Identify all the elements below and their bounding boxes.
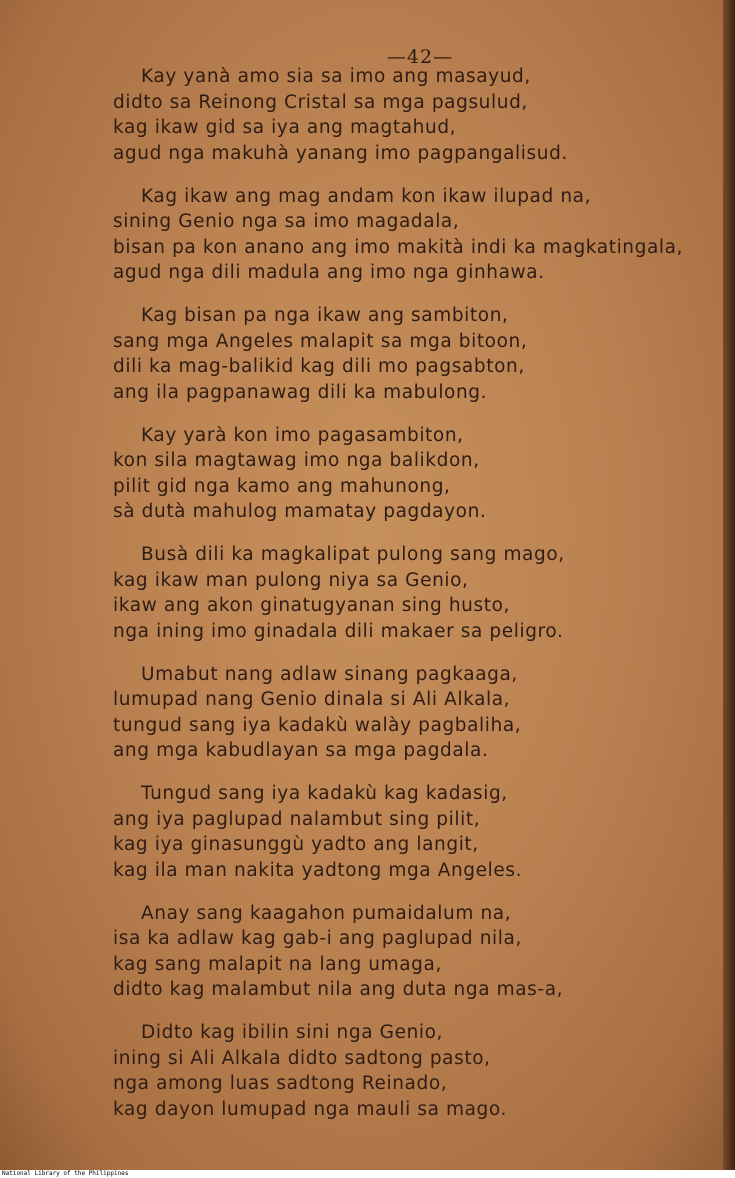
poem-line: Kay yanà amo sia sa imo ang masayud, xyxy=(141,66,531,87)
poem-line: ang iya paglupad nalambut sing pilit, xyxy=(113,808,481,830)
poem-line: Kag ikaw ang mag andam kon ikaw ilupad na, xyxy=(141,185,592,207)
poem-body xyxy=(113,64,713,1140)
poem-line: tungud sang iya kadakù walày pagbaliha, xyxy=(113,714,522,736)
library-credit: National Library of the Philippines xyxy=(0,1170,735,1178)
poem-line: kag ila man nakita yadtong mga Angeles. xyxy=(113,859,523,881)
poem-line: sà dutà mahulog mamatay pagdayon. xyxy=(113,501,487,522)
poem-line: Anay sang kaagahon pumaidalum na, xyxy=(141,902,512,924)
poem-line: Kay yarà kon imo pagasambiton, xyxy=(141,424,464,446)
stanza xyxy=(113,184,713,286)
poem-line: Kag bisan pa nga ikaw ang sambiton, xyxy=(141,305,509,326)
stanza xyxy=(113,542,713,644)
poem-line: bisan pa kon anano ang imo makità indi ka magkatingala, xyxy=(113,236,684,258)
stanza xyxy=(113,1020,713,1122)
poem-line: lumupad nang Genio dinala si Ali Alkala, xyxy=(113,689,511,710)
page-number: —42— xyxy=(386,46,454,68)
poem-line: Busà dili ka magkalipat pulong sang mago, xyxy=(141,544,565,565)
poem-line: kon sila magtawag imo nga balikdon, xyxy=(113,450,480,471)
poem-line: didto kag malambut nila ang duta nga mas-a, xyxy=(113,979,564,1000)
poem-line: ang ila pagpanawag dili ka mabulong. xyxy=(113,381,488,403)
poem-line: isa ka adlaw kag gab-i ang paglupad nila, xyxy=(113,928,522,949)
stanza xyxy=(113,901,713,1003)
poem-line: agud nga makuhà yanang imo pagpangalisud. xyxy=(113,142,568,164)
book-spine-shadow xyxy=(723,0,735,1170)
poem-line: ang mga kabudlayan sa mga pagdala. xyxy=(113,740,489,761)
poem-line: pilit gid nga kamo ang mahunong, xyxy=(113,475,451,497)
poem-line: sining Genio nga sa imo magadala, xyxy=(113,211,460,232)
poem-line: kag dayon lumupad nga mauli sa mago. xyxy=(113,1098,507,1120)
stanza xyxy=(113,303,713,405)
poem-line: nga among luas sadtong Reinado, xyxy=(113,1073,448,1094)
poem-line: sang mga Angeles malapit sa mga bitoon, xyxy=(113,330,528,352)
poem-line: nga ining imo ginadala dili makaer sa peligro. xyxy=(113,620,564,642)
poem-line: ikaw ang akon ginatugyanan sing husto, xyxy=(113,595,510,616)
stanza xyxy=(113,64,713,166)
poem-line: kag iya ginasunggù yadto ang langit, xyxy=(113,834,479,855)
poem-line: kag sang malapit na lang umaga, xyxy=(113,953,442,975)
poem-line: kag ikaw man pulong niya sa Genio, xyxy=(113,569,469,591)
poem-line: Didto kag ibilin sini nga Genio, xyxy=(141,1022,444,1043)
poem-line: didto sa Reinong Cristal sa mga pagsulud, xyxy=(113,91,528,113)
stanza xyxy=(113,423,713,525)
poem-line: Tungud sang iya kadakù kag kadasig, xyxy=(141,783,508,804)
poem-line: agud nga dili madula ang imo nga ginhawa. xyxy=(113,262,545,283)
stanza xyxy=(113,662,713,764)
poem-line: dili ka mag-balikid kag dili mo pagsabton, xyxy=(113,356,525,377)
poem-line: ining si Ali Alkala didto sadtong pasto, xyxy=(113,1047,491,1069)
poem-line: Umabut nang adlaw sinang pagkaaga, xyxy=(141,663,518,685)
stanza xyxy=(113,781,713,883)
poem-line: kag ikaw gid sa iya ang magtahud, xyxy=(113,117,457,138)
